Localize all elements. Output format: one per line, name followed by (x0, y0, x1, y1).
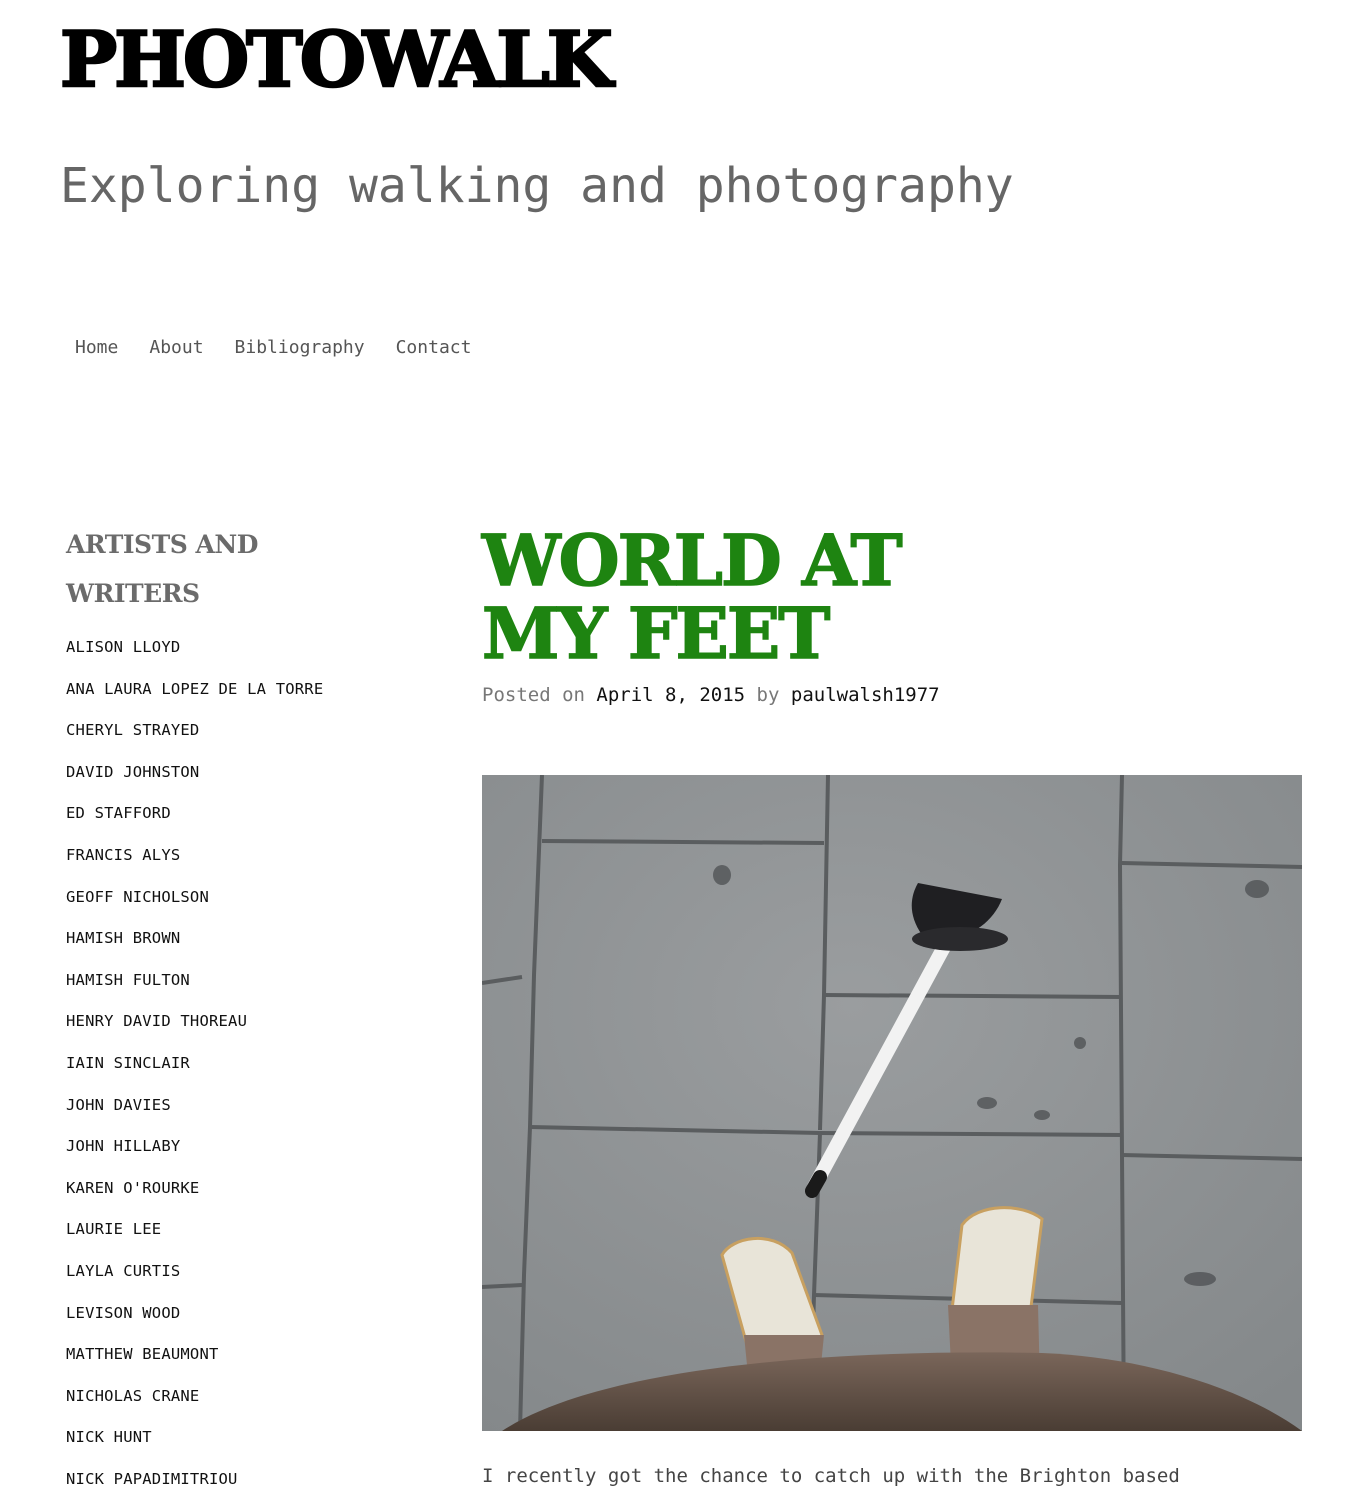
artist-list-item (66, 1218, 323, 1260)
artist-list-item (66, 1468, 323, 1509)
post-meta (482, 684, 940, 706)
artist-link[interactable]: ANA LAURA LOPEZ DE LA TORRE (66, 679, 324, 698)
artist-link[interactable]: HENRY DAVID THOREAU (66, 1012, 248, 1031)
artist-link[interactable]: CHERYL STRAYED (66, 721, 200, 740)
artist-list-item (66, 1010, 323, 1052)
artist-link[interactable]: HAMISH BROWN (66, 929, 181, 948)
nav-contact[interactable]: Contact (395, 337, 472, 358)
artist-list-item (66, 636, 323, 678)
post-date-link[interactable]: April 8, 2015 (596, 684, 746, 706)
artist-link[interactable]: GEOFF NICHOLSON (66, 887, 209, 906)
artist-link[interactable]: FRANCIS ALYS (66, 845, 181, 864)
artist-link[interactable]: LAURIE LEE (66, 1220, 162, 1239)
post-author-link[interactable]: paulwalsh1977 (790, 684, 940, 706)
artist-list-item (66, 1135, 323, 1177)
artist-link[interactable]: LEVISON WOOD (66, 1303, 181, 1322)
nav-about[interactable]: About (149, 337, 204, 358)
artist-link[interactable]: LAYLA CURTIS (66, 1261, 181, 1280)
artist-list-item (66, 761, 323, 803)
artist-link[interactable]: ALISON LLOYD (66, 638, 181, 656)
site-title[interactable]: PHOTOWALK (60, 15, 610, 104)
posted-on-label: Posted on (482, 684, 597, 706)
artist-link[interactable]: JOHN DAVIES (66, 1095, 171, 1114)
artist-link[interactable]: ED STAFFORD (66, 804, 171, 823)
artist-link[interactable]: DAVID JOHNSTON (66, 762, 200, 781)
artist-list-item (66, 1260, 323, 1302)
artist-list-item (66, 1302, 323, 1344)
artist-list-item (66, 969, 323, 1011)
artist-list-item (66, 927, 323, 969)
artist-list-item (66, 844, 323, 886)
artist-link[interactable]: NICK PAPADIMITRIOU (66, 1469, 238, 1488)
post-photo-pavement-plunger-feet (482, 775, 1302, 1431)
artist-list-item (66, 719, 323, 761)
artist-list-item (66, 1385, 323, 1427)
artist-list-item (66, 1343, 323, 1385)
main-navigation (75, 337, 471, 358)
artists-widget-title: ARTISTS AND WRITERS (66, 530, 258, 608)
nav-bibliography[interactable]: Bibliography (234, 337, 365, 358)
artist-link[interactable]: NICK HUNT (66, 1428, 152, 1447)
artists-list (66, 636, 323, 1509)
nav-home[interactable]: Home (75, 337, 119, 358)
post-excerpt: I recently got the chance to catch up with the Brighton based (482, 1465, 1180, 1487)
artist-list-item (66, 802, 323, 844)
artist-link[interactable]: NICHOLAS CRANE (66, 1386, 200, 1405)
artist-link[interactable]: MATTHEW BEAUMONT (66, 1345, 219, 1364)
site-tagline: Exploring walking and photography (60, 158, 1014, 214)
artist-list-item (66, 886, 323, 928)
artist-list-item (66, 1426, 323, 1468)
artist-list-item (66, 1052, 323, 1094)
artist-link[interactable]: KAREN O'ROURKE (66, 1178, 200, 1197)
artist-link[interactable]: IAIN SINCLAIR (66, 1053, 190, 1072)
post-title[interactable]: WORLD AT MY FEET (482, 519, 901, 675)
artist-list-item (66, 678, 323, 720)
artist-list-item (66, 1177, 323, 1219)
artist-list-item (66, 1094, 323, 1136)
artist-link[interactable]: JOHN HILLABY (66, 1137, 181, 1156)
artist-link[interactable]: HAMISH FULTON (66, 970, 190, 989)
by-label: by (745, 684, 791, 706)
